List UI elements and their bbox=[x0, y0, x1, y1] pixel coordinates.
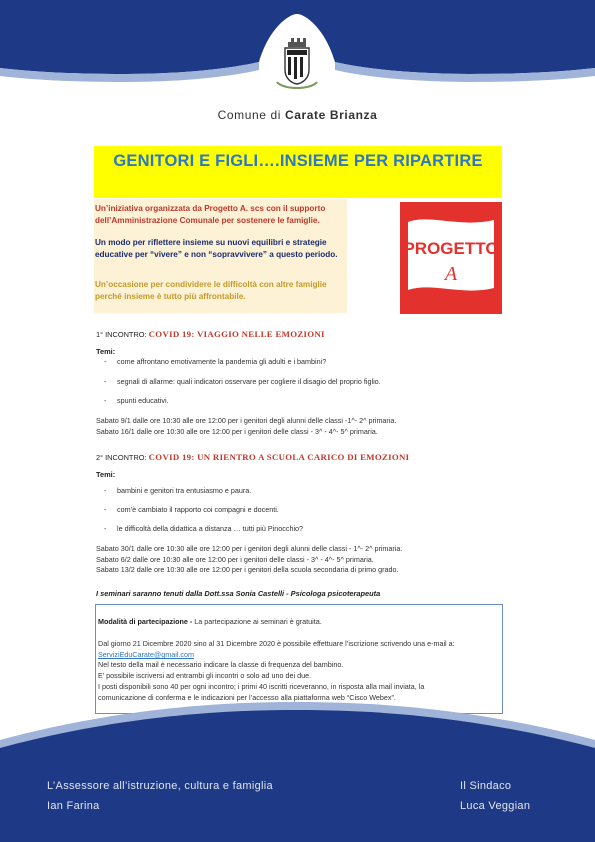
modalita-text: La partecipazione ai seminari è gratuita. bbox=[192, 617, 322, 626]
meeting-1-label: 1° INCONTRO: bbox=[96, 330, 147, 339]
sindaco-name: Luca Veggian bbox=[460, 800, 531, 812]
page-title: GENITORI E FIGLI….INSIEME PER RIPARTIRE bbox=[113, 152, 483, 170]
comune-name: Carate Brianza bbox=[284, 108, 378, 122]
meeting-1-temi-label: Temi: bbox=[96, 347, 116, 356]
intro-paragraph-3: Un’occasione per condividere le difficoltà con altre famiglie perché insieme è tutto più affrontabile. bbox=[95, 280, 327, 301]
meeting-2-temi-label: Temi: bbox=[96, 470, 116, 479]
date-line: Sabato 30/1 dalle ore 10:30 alle ore 12:00 per i genitori degli alunni delle classi - 1^- 2^ primaria. bbox=[96, 544, 403, 553]
list-item: - bambini e genitori tra entusiasmo e paura. bbox=[104, 486, 252, 495]
meeting-1-title: COVID 19: VIAGGIO NELLE EMOZIONI bbox=[148, 329, 325, 339]
municipality-name bbox=[0, 108, 595, 122]
info-line-5: comunicazione di conferma e le indicazioni per l’accesso alla piattaforma web “Cisco Webex”. bbox=[98, 693, 396, 702]
meeting-2-heading bbox=[96, 452, 409, 462]
info-line-2: Nel testo della mail è necessario indicare la classe di frequenza del bambino. bbox=[98, 660, 344, 669]
intro-paragraph-2: Un modo per riflettere insieme su nuovi equilibri e strategie educative per “vivere” e non “sopravvivere” a questo periodo. bbox=[95, 238, 338, 259]
meeting-1-dates bbox=[96, 416, 396, 437]
progetto-a-logo bbox=[400, 202, 502, 314]
footer-band bbox=[0, 700, 595, 842]
list-item: - spunti educativi. bbox=[104, 396, 169, 405]
seminari-note: I seminari saranno tenuti dalla Dott.ssa Sonia Castelli - Psicologa psicoterapeuta bbox=[96, 589, 381, 598]
meeting-2-title: COVID 19: UN RIENTRO A SCUOLA CARICO DI EMOZIONI bbox=[148, 452, 410, 462]
list-item: - com’è cambiato il rapporto coi compagni e docenti. bbox=[104, 505, 279, 514]
list-item: - come affrontano emotivamente la pandemia gli adulti e i bambini? bbox=[104, 357, 327, 366]
email-line bbox=[98, 650, 194, 660]
date-line: Sabato 13/2 dalle ore 10:30 alle ore 12:00 per i genitori della scuola secondaria di primo grado. bbox=[96, 565, 399, 574]
modalita-line bbox=[98, 617, 322, 627]
meeting-2-label: 2° INCONTRO: bbox=[96, 453, 147, 462]
municipal-crest-icon bbox=[273, 36, 321, 92]
date-line: Sabato 16/1 dalle ore 10:30 alle ore 12:00 per i genitori delle classi - 3^ - 4^- 5^ primaria. bbox=[96, 426, 378, 436]
sindaco-title: Il Sindaco bbox=[460, 780, 512, 792]
assessore-title: L’Assessore all’istruzione, cultura e famiglia bbox=[47, 780, 273, 792]
logo-word: PROGETTO bbox=[403, 239, 499, 258]
comune-prefix: Comune di bbox=[217, 108, 282, 122]
date-line: Sabato 9/1 dalle ore 10:30 alle ore 12:00 per i genitori degli alunni delle classi -1^- 2^ primaria. bbox=[96, 416, 397, 425]
info-line-4: I posti disponibili sono 40 per ogni incontro; i primi 40 iscritti riceveranno, in risposta alla mail inviata, la bbox=[98, 682, 425, 691]
list-item: - le difficoltà della didattica a distanza … tutti più Pinocchio? bbox=[104, 524, 304, 533]
intro-paragraph-1: Un’iniziativa organizzata da Progetto A. scs con il supporto dell’Amministrazione Comunale per sostenere le famiglie. bbox=[95, 204, 326, 225]
assessore-name: Ian Farina bbox=[47, 800, 100, 812]
meeting-1-heading bbox=[96, 329, 325, 339]
meeting-2-dates bbox=[96, 544, 402, 576]
info-line-3: E’ possibile iscriversi ad entrambi gli incontri o solo ad uno dei due. bbox=[98, 671, 312, 680]
date-line: Sabato 6/2 dalle ore 10:30 alle ore 12:00 per i genitori delle classi - 3^ - 4^- 5^ primaria. bbox=[96, 554, 374, 564]
email-link[interactable]: ServiziEduCarate@gmail.com bbox=[98, 650, 194, 659]
info-line-1: Dal giorno 21 Dicembre 2020 sino al 31 Dicembre 2020 è possibile effettuare l’iscrizione scrivendo una e-mail a: bbox=[98, 639, 455, 648]
logo-flag-icon bbox=[400, 202, 502, 314]
modalita-label: Modalità di partecipazione - bbox=[98, 617, 193, 626]
list-item: - segnali di allarme: quali indicatori osservare per cogliere il disagio del proprio figlio. bbox=[104, 377, 381, 386]
logo-letter: A bbox=[444, 263, 458, 285]
